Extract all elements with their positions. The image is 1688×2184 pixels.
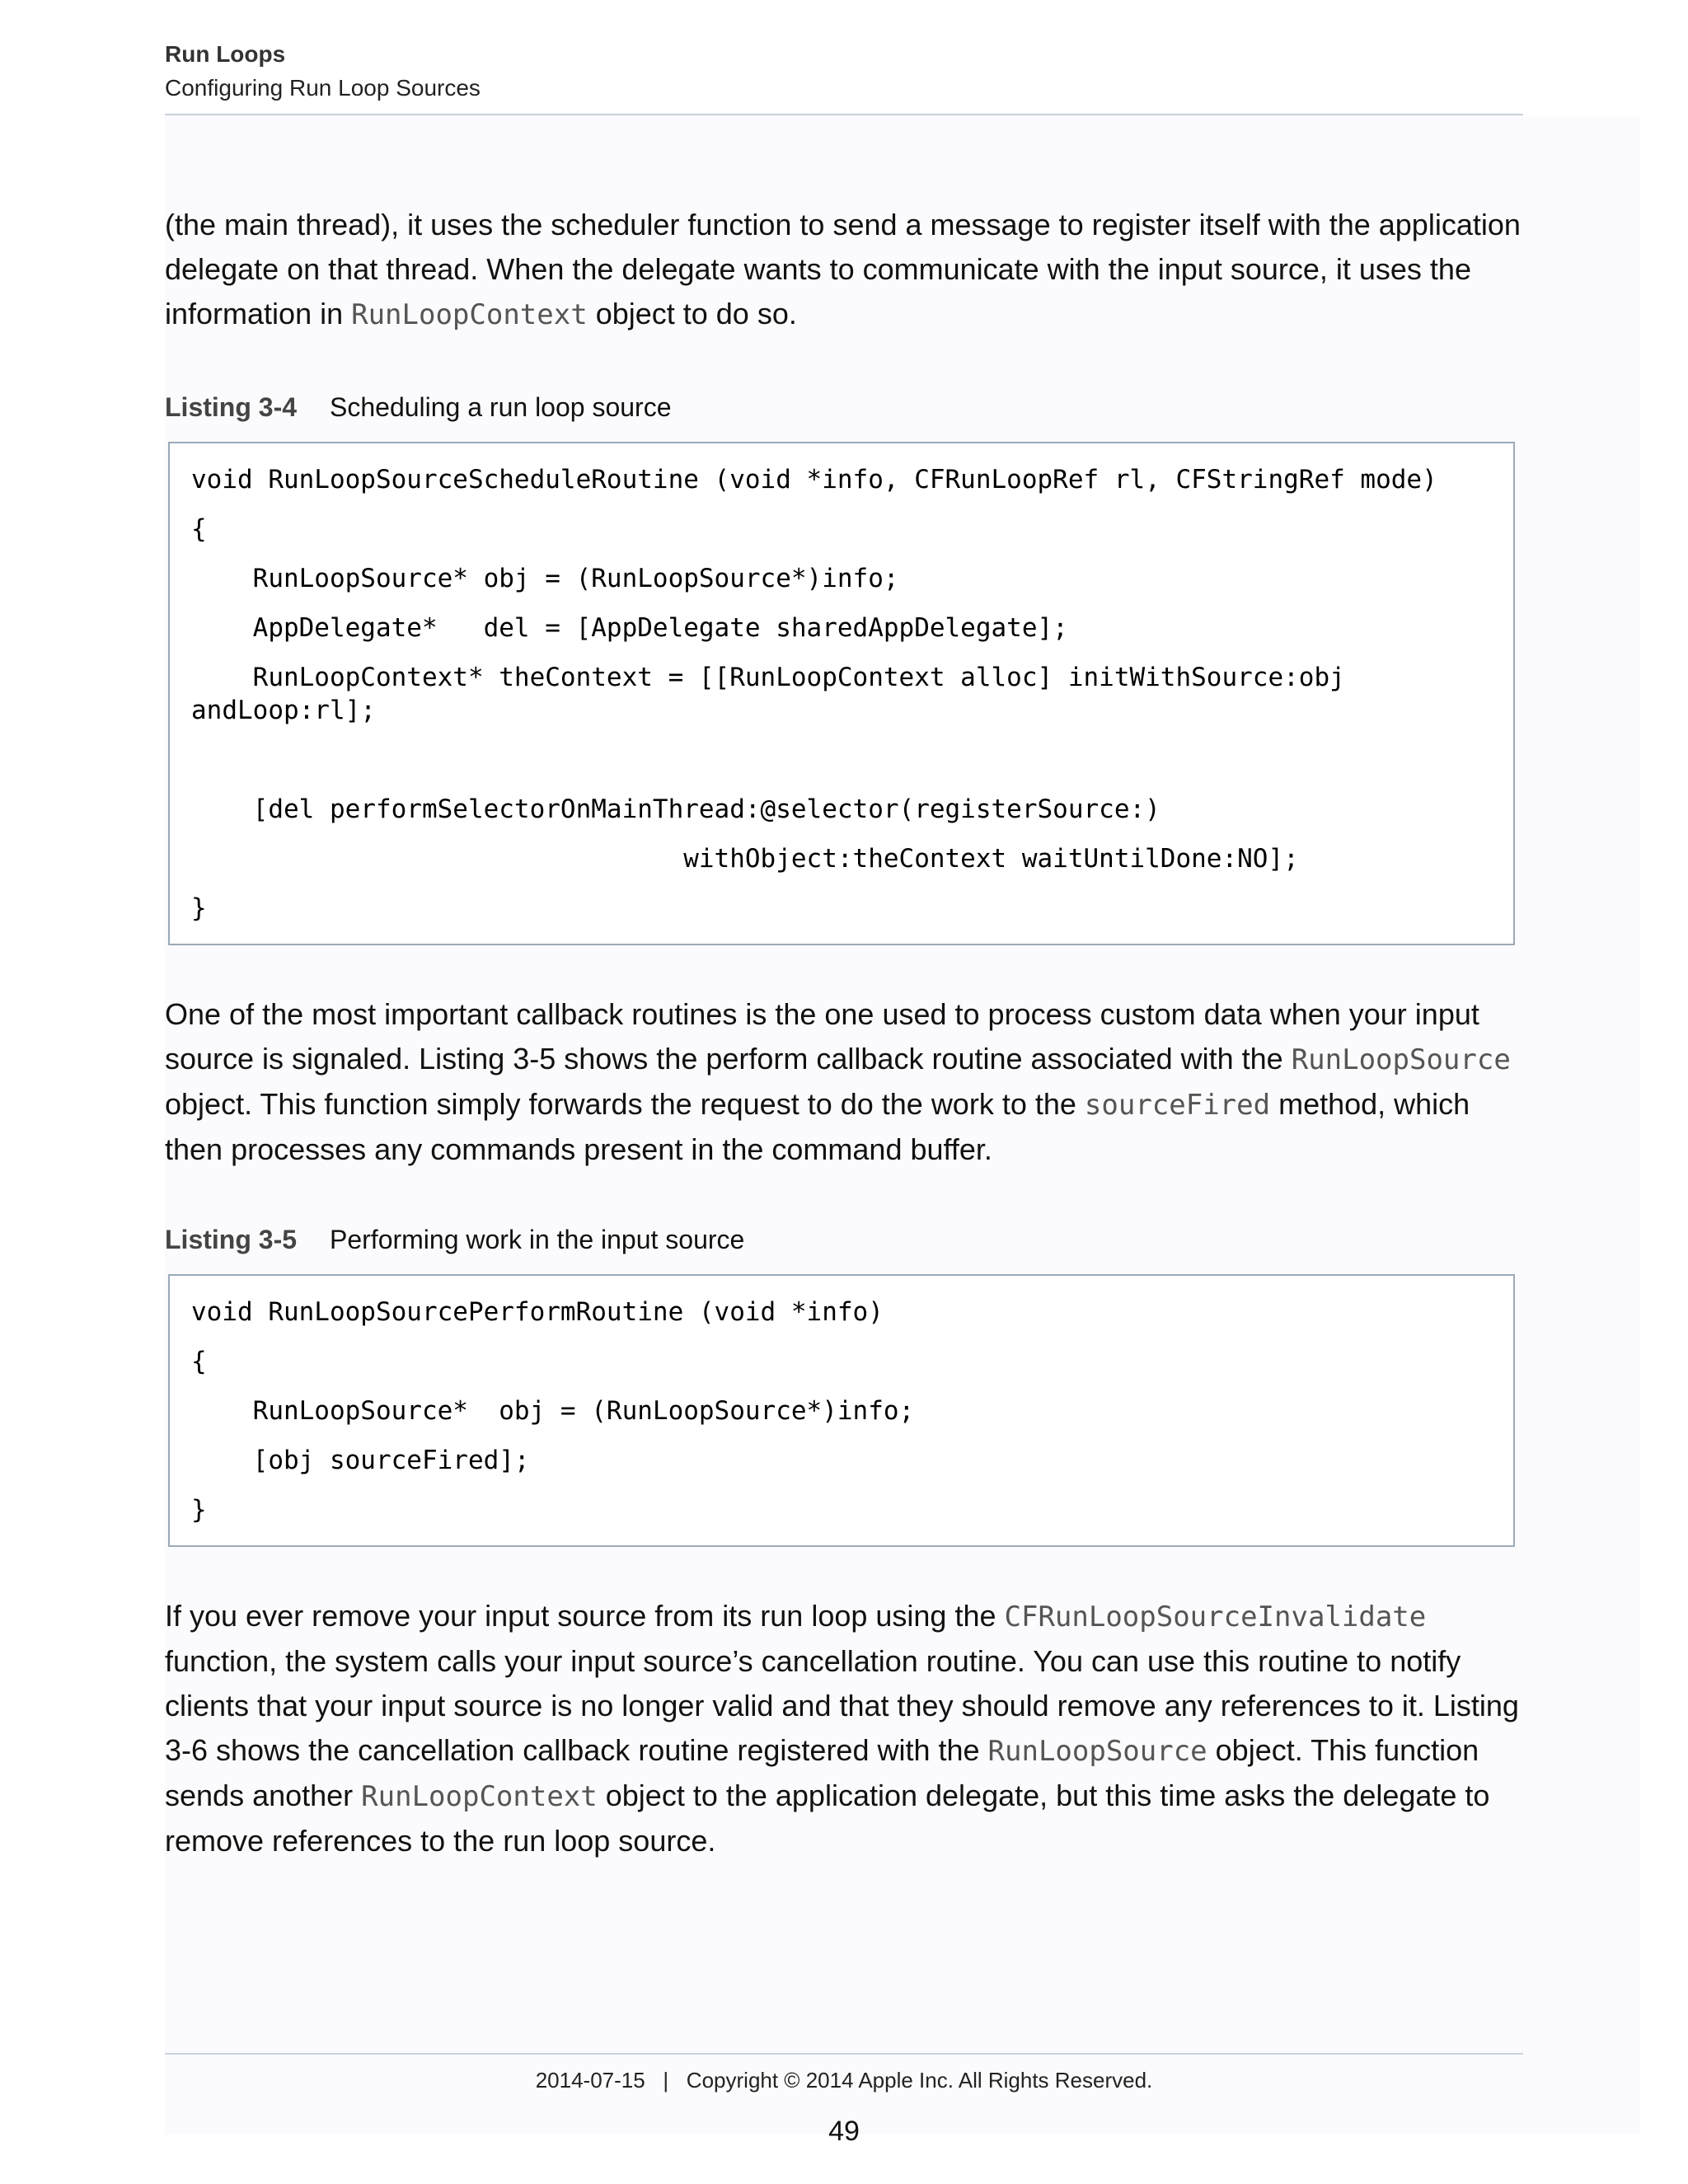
listing-title: Scheduling a run loop source xyxy=(330,392,672,422)
code-line: withObject:theContext waitUntilDone:NO]; xyxy=(191,844,1299,874)
code-line: } xyxy=(191,893,207,923)
code-line: void RunLoopSourceScheduleRoutine (void *info, CFRunLoopRef rl, CFStringRef mode) xyxy=(191,465,1437,494)
footer-divider xyxy=(165,2053,1523,2055)
paragraph-text: method, which then processes any commands present in the command buffer. xyxy=(165,1087,1470,1166)
code-line: RunLoopSource* obj = (RunLoopSource*)info; xyxy=(191,564,899,593)
chapter-title: Run Loops xyxy=(165,41,286,67)
section-title: Configuring Run Loop Sources xyxy=(165,75,481,101)
paragraph-text: object to do so. xyxy=(587,297,797,330)
code-listing-3-4 xyxy=(168,442,1515,945)
code-listing-3-5 xyxy=(168,1274,1515,1547)
paragraph-text: If you ever remove your input source from its run loop using the xyxy=(165,1599,1005,1633)
inline-code-cfrunloopsourceinvalidate: CFRunLoopSourceInvalidate xyxy=(1004,1601,1427,1633)
inline-code-runloopcontext: RunLoopContext xyxy=(351,298,588,331)
paragraph-text: object to the application delegate, but this time asks the delegate to remove references to the run loop source. xyxy=(165,1779,1490,1858)
page-number: 49 xyxy=(828,2116,860,2147)
code-line: { xyxy=(191,1347,207,1376)
code-line: [del performSelectorOnMainThread:@selector(registerSource:) xyxy=(191,794,1160,824)
footer-copyright: 2014-07-15 | Copyright © 2014 Apple Inc. All Rights Reserved. xyxy=(535,2068,1153,2093)
paragraph-text: function, the system calls your input source’s cancellation routine. You can use this routine to notify clients that your input source is no longer valid and that they should remove any references to it. Listing 3-6 shows the cancellation callback routine registered with the xyxy=(165,1644,1519,1767)
code-line: andLoop:rl]; xyxy=(191,696,376,725)
paragraph-intro xyxy=(165,203,1523,337)
paragraph-text: object. This function simply forwards the request to do the work to the xyxy=(165,1087,1085,1121)
code-line: RunLoopContext* theContext = [[RunLoopContext alloc] initWithSource:obj xyxy=(191,663,1345,692)
header-divider xyxy=(165,114,1523,115)
paragraph-text: object. This function sends another xyxy=(165,1733,1479,1812)
page-header xyxy=(165,38,1523,105)
code-line: { xyxy=(191,514,207,544)
code-line: RunLoopSource* obj = (RunLoopSource*)info; xyxy=(191,1396,915,1426)
listing-number: Listing 3-5 xyxy=(165,1225,298,1254)
listing-title: Performing work in the input source xyxy=(330,1225,745,1254)
inline-code-runloopsource: RunLoopSource xyxy=(1291,1043,1511,1076)
listing-3-4-caption xyxy=(165,391,672,424)
inline-code-runloopsource: RunLoopSource xyxy=(987,1735,1207,1768)
paragraph-cancellation xyxy=(165,1594,1523,1863)
code-line: void RunLoopSourcePerformRoutine (void *info) xyxy=(191,1297,884,1327)
paragraph-text: (the main thread), it uses the scheduler function to send a message to register itself with the application delegate on that thread. When the delegate wants to communicate with the input source, it uses the information in xyxy=(165,208,1521,330)
listing-3-5-caption xyxy=(165,1223,744,1256)
inline-code-runloopcontext: RunLoopContext xyxy=(361,1780,598,1813)
code-line: } xyxy=(191,1495,207,1525)
listing-number: Listing 3-4 xyxy=(165,392,298,422)
code-line: AppDelegate* del = [AppDelegate sharedAppDelegate]; xyxy=(191,613,1068,643)
paragraph-perform-callback xyxy=(165,992,1523,1172)
inline-code-sourcefired: sourceFired xyxy=(1084,1089,1271,1122)
code-line: [obj sourceFired]; xyxy=(191,1446,530,1475)
paragraph-text: One of the most important callback routines is the one used to process custom data when your input source is signaled. Listing 3-5 shows the perform callback routine associated with the xyxy=(165,997,1479,1076)
